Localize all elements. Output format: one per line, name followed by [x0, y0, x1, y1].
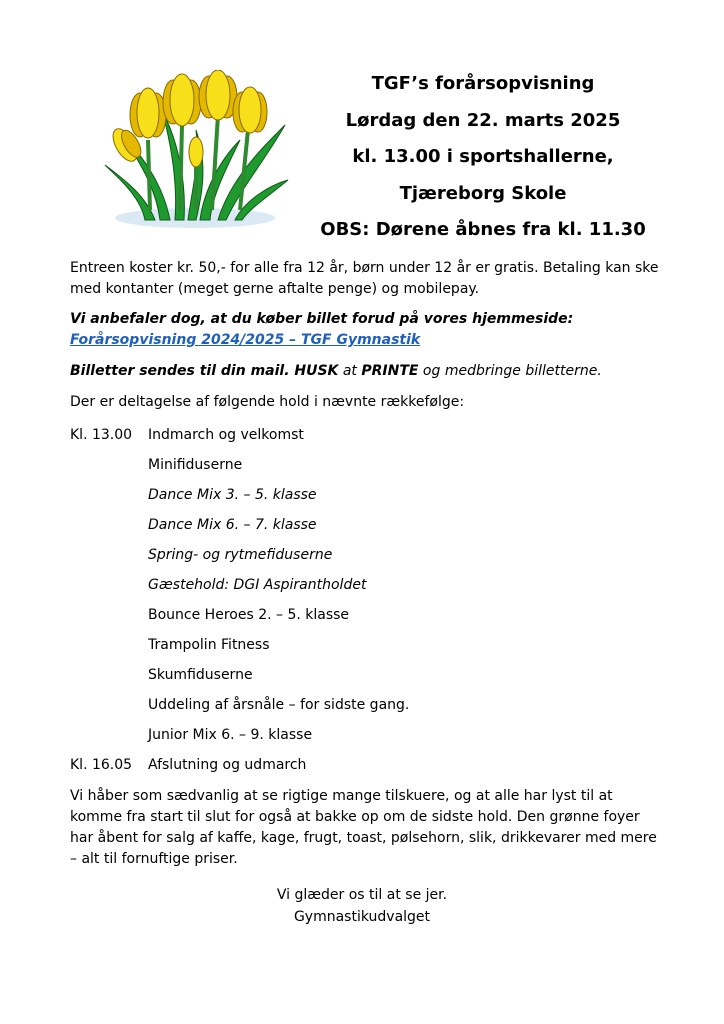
event-venue: Tjæreborg Skole — [399, 182, 567, 204]
programme-item: Indmarch og velkomst — [148, 427, 304, 443]
programme-list — [70, 424, 630, 784]
programme-item: Dance Mix 3. – 5. klasse — [148, 487, 317, 503]
programme-time — [70, 724, 148, 754]
programme-row — [70, 514, 630, 544]
signoff-signature: Gymnastikudvalget — [293, 909, 431, 925]
event-title: TGF’s forårsopvisning — [371, 73, 595, 94]
event-header — [318, 66, 648, 249]
programme-row — [70, 484, 630, 514]
programme-time — [70, 634, 148, 664]
programme-row — [70, 544, 630, 574]
programme-row — [70, 694, 630, 724]
programme-item: Gæstehold: DGI Aspirantholdet — [148, 577, 367, 593]
closing-paragraph: Vi håber som sædvanlig at se rigtige mange tilskuere, og at alle har lyst til at komme fra start til slut for også at bakke op om de sidste hold. Den grønne foyer har åbent for salg af kaffe, kage, frugt, toast, pølsehorn, slik, drikkevarer med mere – alt til fornuftige priser. — [70, 788, 657, 867]
programme-item: Afslutning og udmarch — [148, 757, 307, 773]
programme-row — [70, 664, 630, 694]
programme-time — [70, 664, 148, 694]
programme-time — [70, 544, 148, 574]
programme-row — [70, 634, 630, 664]
programme-row — [70, 754, 630, 784]
tickets-text-4: og medbringe billetterne. — [418, 363, 602, 379]
event-date: Lørdag den 22. marts 2025 — [345, 109, 621, 131]
programme-time — [70, 694, 148, 724]
doors-open-notice: OBS: Dørene åbnes fra kl. 11.30 — [320, 219, 646, 240]
tickets-paragraph — [70, 361, 660, 382]
tickets-text-3: PRINTE — [361, 363, 419, 379]
tickets-text-1: Billetter sendes til din mail. HUSK — [70, 363, 339, 379]
programme-row — [70, 574, 630, 604]
programme-intro: Der er deltagelse af følgende hold i nævnte rækkefølge: — [70, 394, 465, 410]
event-time-location: kl. 13.00 i sportshallerne, — [352, 146, 614, 167]
programme-item: Minifiduserne — [148, 457, 243, 473]
programme-time — [70, 454, 148, 484]
programme-item: Trampolin Fitness — [148, 637, 270, 653]
programme-time — [70, 514, 148, 544]
programme-row — [70, 424, 630, 454]
recommend-paragraph — [70, 309, 660, 351]
programme-time — [70, 484, 148, 514]
programme-row — [70, 604, 630, 634]
programme-row — [70, 724, 630, 754]
entry-price-paragraph: Entreen koster kr. 50,- for alle fra 12 år, børn under 12 år er gratis. Betaling kan ske med kontanter (meget gerne aftalte penge) og mobilepay. — [70, 260, 659, 297]
crocus-illustration — [100, 70, 290, 230]
programme-item: Bounce Heroes 2. – 5. klasse — [148, 607, 350, 623]
programme-item: Spring- og rytmefiduserne — [148, 547, 333, 563]
programme-time — [70, 574, 148, 604]
programme-time: Kl. 13.00 — [70, 427, 133, 443]
programme-item: Skumfiduserne — [148, 667, 253, 683]
signoff — [0, 884, 724, 928]
programme-row — [70, 454, 630, 484]
programme-item: Junior Mix 6. – 9. klasse — [148, 727, 313, 743]
tickets-text-2: at — [338, 363, 362, 379]
programme-time — [70, 604, 148, 634]
programme-item: Uddeling af årsnåle – for sidste gang. — [148, 697, 410, 713]
ticket-link[interactable]: Forårsopvisning 2024/2025 – TGF Gymnastik — [70, 332, 421, 348]
programme-time: Kl. 16.05 — [70, 757, 133, 773]
signoff-line: Vi glæder os til at se jer. — [276, 887, 448, 903]
programme-item: Dance Mix 6. – 7. klasse — [148, 517, 317, 533]
recommend-text: Vi anbefaler dog, at du køber billet forud på vores hjemmeside: — [70, 311, 574, 327]
